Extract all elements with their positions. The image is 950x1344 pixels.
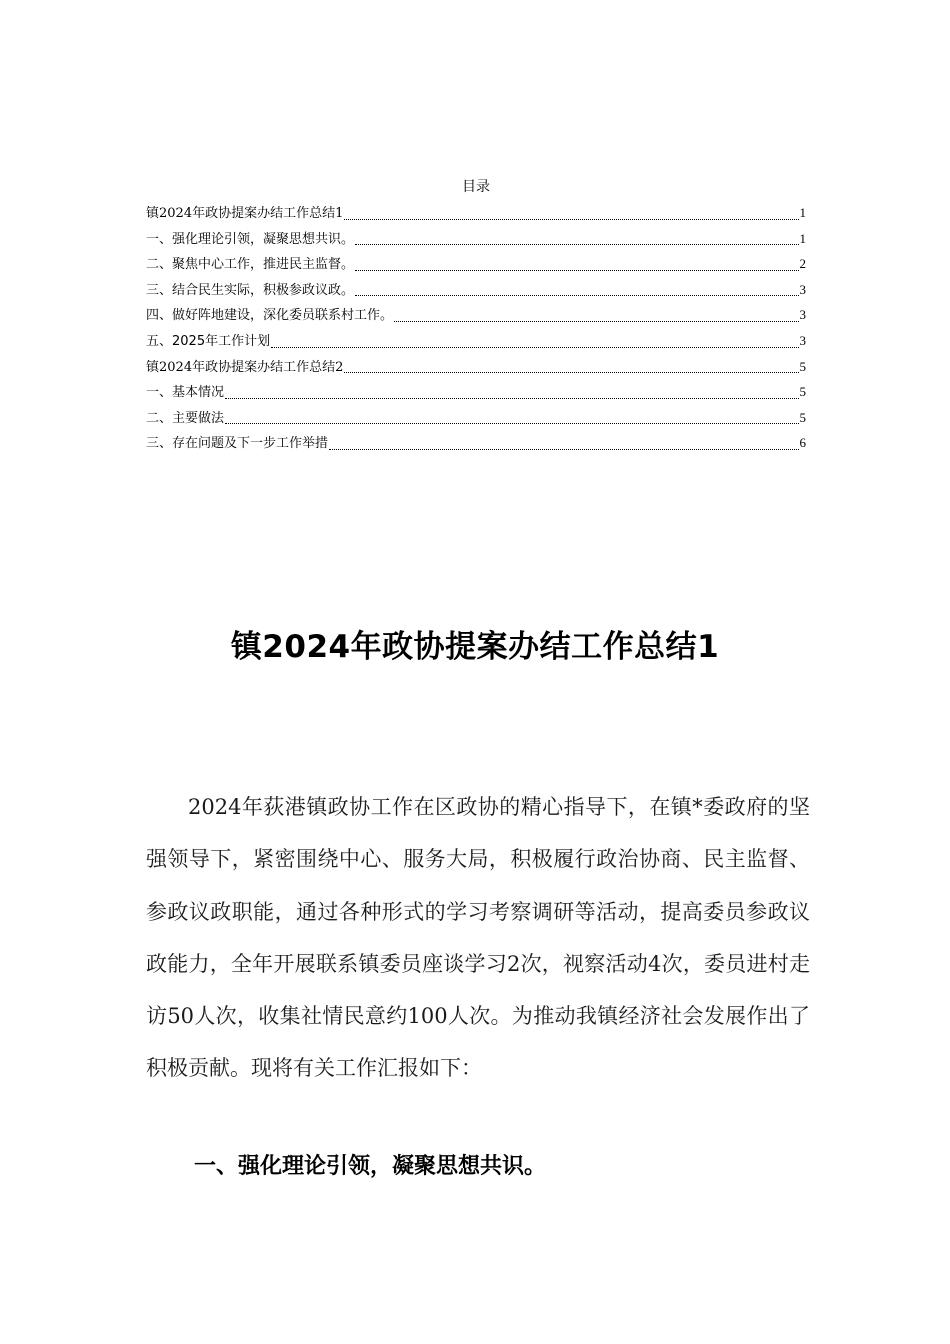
toc-dot-leader — [225, 397, 798, 399]
section-heading: 一、强化理论引领，凝聚思想共识。 — [194, 1154, 547, 1180]
document-title: 镇2024年政协提案办结工作总结1 — [230, 628, 720, 665]
intro-paragraph: 2024年荻港镇政协工作在区政协的精心指导下，在镇*委政府的坚强领导下，紧密围绕中心、服务大局，积极履行政治协商、民主监督、参政议政职能，通过各种形式的学习考察调研等活动，提高委员参政议政能力，全年开展联系镇委员座谈学习2次，视察活动4次，委员进村走访50人次，收集社情民意约100人次。为推动我镇经济社会发展作出了积极贡献。现将有关工作汇报如下： — [146, 795, 810, 1081]
toc-entry[interactable] — [146, 226, 806, 252]
toc-entry-label: 一、强化理论引领，凝聚思想共识。 — [146, 231, 355, 247]
toc-entry-label: 一、基本情况 — [146, 385, 225, 401]
toc-entry-label: 四、做好阵地建设，深化委员联系村工作。 — [146, 308, 394, 324]
toc-entry[interactable] — [146, 251, 806, 277]
toc-entry-label: 三、存在问题及下一步工作举措 — [146, 436, 329, 452]
toc-page-number: 3 — [799, 307, 806, 323]
table-of-contents — [146, 176, 806, 456]
toc-entry-label: 三、结合民生实际，积极参政议政。 — [146, 282, 355, 298]
toc-page-number: 5 — [799, 358, 806, 374]
toc-entry-label: 五、2025年工作计划 — [146, 333, 271, 349]
toc-page-number: 5 — [799, 409, 806, 425]
toc-entry[interactable] — [146, 379, 806, 405]
toc-entry[interactable] — [146, 328, 806, 354]
toc-entry-label: 镇2024年政协提案办结工作总结1 — [146, 206, 344, 221]
toc-page-number: 3 — [799, 281, 806, 297]
toc-entry-label: 二、主要做法 — [146, 410, 225, 426]
toc-dot-leader — [394, 320, 798, 322]
toc-entry-label: 镇2024年政协提案办结工作总结2 — [146, 359, 344, 375]
toc-page-number: 2 — [799, 256, 806, 272]
toc-dot-leader — [271, 346, 798, 348]
toc-entry-label: 二、聚焦中心工作，推进民主监督。 — [146, 257, 355, 273]
toc-page-number: 1 — [799, 230, 806, 246]
toc-page-number: 1 — [799, 205, 806, 220]
toc-page-number: 3 — [799, 332, 806, 348]
toc-entry[interactable] — [146, 405, 806, 431]
toc-dot-leader — [225, 422, 798, 424]
toc-dot-leader — [355, 269, 798, 271]
toc-dot-leader — [329, 448, 798, 450]
toc-title: 目录 — [462, 179, 490, 195]
toc-dot-leader — [344, 218, 798, 220]
toc-page-number: 6 — [799, 435, 806, 451]
toc-entry[interactable] — [146, 200, 806, 226]
toc-entry[interactable] — [146, 354, 806, 380]
toc-entry[interactable] — [146, 430, 806, 456]
toc-dot-leader — [355, 243, 798, 245]
toc-dot-leader — [344, 371, 798, 373]
toc-dot-leader — [355, 294, 798, 296]
toc-entry[interactable] — [146, 302, 806, 328]
toc-page-number: 5 — [799, 384, 806, 400]
toc-entry[interactable] — [146, 277, 806, 303]
